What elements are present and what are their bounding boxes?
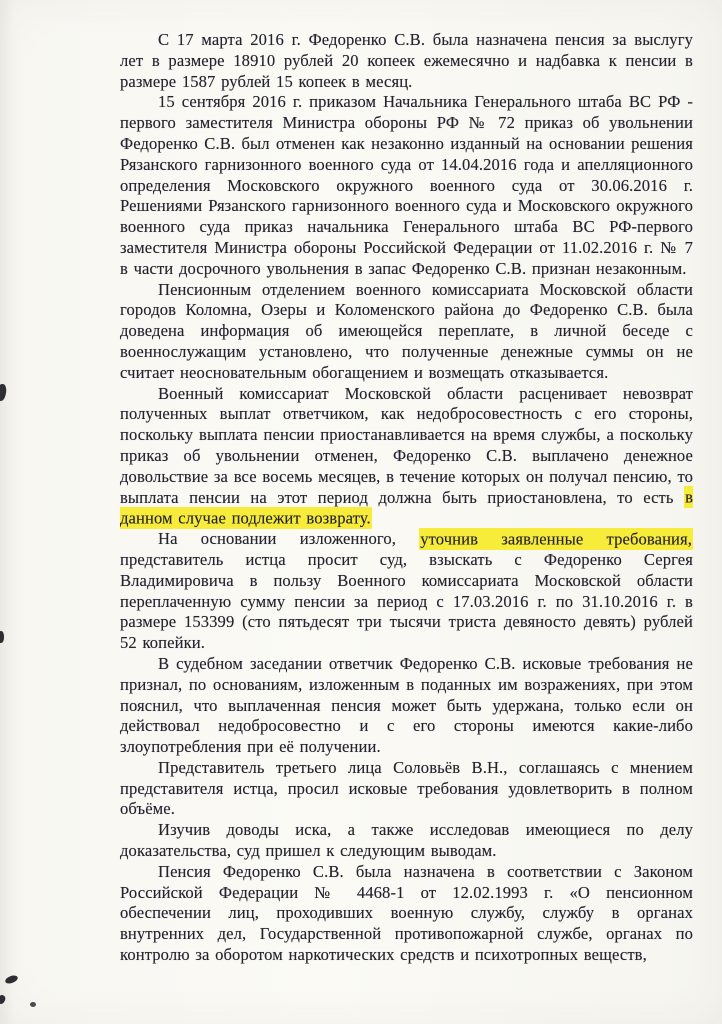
paragraph-third-party-opinion: Представитель третьего лица Соловьёв В.Н., соглашаясь с мнением представителя истца, просил исковые требования удовлетворить в полном объёме.	[120, 757, 693, 819]
scan-artifact	[4, 974, 19, 985]
paragraph-text: На основании изложенного,	[158, 529, 420, 549]
paragraph-text: представитель истца просит суд, взыскать с Федоренко Сергея Владимировича в пользу Военного комиссариата Московской области переплаченную сумму пенсии за период с 17.03.2016 г. по 31.10.2016 г. в размере 153399 (сто пятьдесят три тысячи триста девяносто девять) рублей 52 копейки.	[120, 549, 693, 653]
scan-artifact	[0, 383, 7, 401]
scan-artifact	[0, 994, 7, 1005]
paragraph-claim-amount	[120, 529, 693, 654]
highlighted-text-amended-claims: уточнив заявленные требования,	[420, 529, 693, 549]
paragraph-text: Военный комиссариат Московской области расценивает невозврат полученных выплат ответчиком, как недобросовестность с его стороны, поскольку выплата пенсии приостанавливается на время службы, а поскольку приказ об увольнении отменен, Федоренко С.В. выплачено денежное довольствие за все восемь месяцев, в течение которых он получал пенсию, то выплата пенсии на этот период должна быть приостановлена, то есть	[120, 383, 693, 507]
paragraph-pension-awarded: С 17 марта 2016 г. Федоренко С.В. была назначена пенсия за выслугу лет в размере 18910 рублей 20 копеек ежемесячно и надбавка к пенсии в размере 1587 рублей 15 копеек в месяц.	[120, 30, 693, 91]
paragraph-defendant-objections: В судебном заседании ответчик Федоренко С.В. исковые требования не признал, по основаниям, изложенным в поданных им возражениях, при этом пояснил, что выплаченная пенсия может быть удержана, только если он действовал недобросовестно и с его стороны имеются какие-либо злоупотребления при её получении.	[120, 653, 693, 757]
paragraph-commissariat-position	[120, 384, 693, 530]
paragraph-pension-law-reference: Пенсия Федоренко С.В. была назначена в соответствии с Законом Российской Федерации № 4468-1 от 12.02.1993 г. «О пенсионном обеспечении лиц, проходивших военную службу, службу в органах внутренних дел, Государственной противопожарной службе, органах по контролю за оборотом наркотических средств и психотропных веществ,	[120, 861, 693, 965]
highlighted-text-refund-due: в данном случае подлежит возврату.	[120, 487, 693, 528]
scan-artifact	[0, 631, 4, 643]
document-body	[120, 30, 693, 966]
paragraph-dismissal-order-cancelled: 15 сентября 2016 г. приказом Начальника Генерального штаба ВС РФ - первого заместителя Министра обороны РФ № 72 приказ об увольнении Федоренко С.В. был отменен как незаконно изданный на основании решения Рязанского гарнизонного военного суда от 14.04.2016 года и апелляционного определения Московского окружного военного суда от 30.06.2016 г. Решениями Рязанского гарнизонного военного суда и Московского окружного военного суда приказ начальника Генерального штаба ВС РФ-первого заместителя Министра обороны Российской Федерации от 11.02.2016 г. № 7 в части досрочного увольнения в запас Федоренко С.В. признан незаконным.	[120, 92, 693, 278]
paragraph-court-conclusions-intro: Изучив доводы иска, а также исследовав имеющиеся по делу доказательства, суд пришел к следующим выводам.	[120, 820, 693, 861]
scan-artifact	[30, 1002, 36, 1007]
paragraph-overpayment-notification: Пенсионным отделением военного комиссариата Московской области городов Коломна, Озеры и Коломенского района до Федоренко С.В. была доведена информация об имеющейся переплате, в личной беседе с военнослужащим установлено, что полученные денежные суммы он не считает неосновательным обогащением и возмещать отказывается.	[120, 279, 693, 382]
